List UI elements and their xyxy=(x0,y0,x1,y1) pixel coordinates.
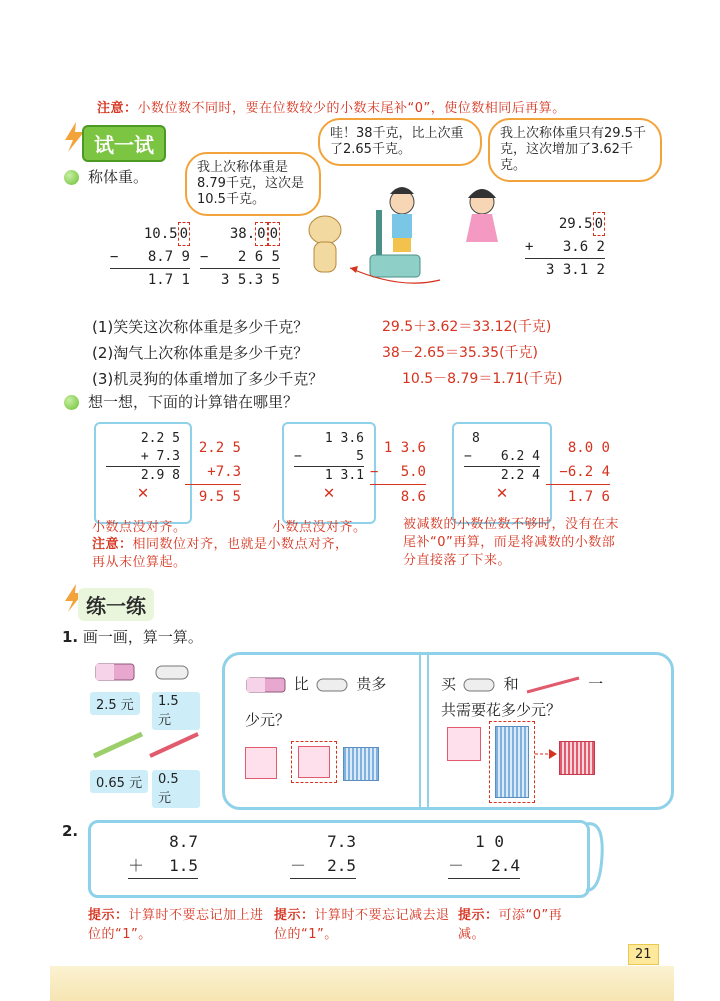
calc-weight-1: 10.5 0 − 8.7 9 1.7 1 xyxy=(110,222,190,291)
dashed-box xyxy=(489,721,535,803)
brace-decoration xyxy=(584,816,616,896)
tip-3: 提示：可添“0”再减。 xyxy=(458,908,563,942)
error-note-1: 小数点没对齐。 xyxy=(92,520,187,535)
calc1-top: 10.5 0 xyxy=(110,222,190,246)
top-note: 注意：小数位数不同时，要在位数较少的小数末尾补“0”，使位数相同后再算。 xyxy=(97,101,566,116)
tip-1: 提示：计算时不要忘记加上进位的“1”。 xyxy=(88,908,264,942)
right-calc-3: 8.0 0 −6.2 4 1.7 6 xyxy=(546,436,610,509)
bullet-dot-icon xyxy=(64,395,79,410)
calc3-top: 29.5 0 xyxy=(525,212,605,236)
footer-band xyxy=(50,966,674,1001)
page-number: 21 xyxy=(628,944,659,965)
square-model xyxy=(245,747,277,779)
error-note-2: 小数点没对齐。 xyxy=(272,520,367,535)
cross-icon: ✕ xyxy=(137,482,149,503)
error-note-3: 被减数的小数位数不够时，没有在末尾补“0”再算，而是将减数的小数部分直接落了下来。 xyxy=(403,517,620,568)
calc-weight-2: 38. 0 0 − 2 6 5 3 5.3 5 xyxy=(200,222,280,291)
price-items xyxy=(90,660,200,806)
right-calc-1: 2.2 5 +7.3 9.5 5 xyxy=(185,436,241,509)
wrong-calc-card-3: 8 − 6.2 4 2.2 4 ✕ xyxy=(452,422,552,524)
wrong-calc-card-2: 1 3.6 − 5 1 3.1 ✕ xyxy=(282,422,376,524)
bubble-girl: 我上次称体重只有29.5千克，这次增加了3.62千克。 xyxy=(488,118,662,182)
bubble-boy: 哇！38千克，比上次重了2.65千克。 xyxy=(318,118,482,166)
align-note: 注意：相同数位对齐，也就是小数点对齐，再从末位算起。 xyxy=(92,537,349,570)
question-row: (1)笑笑这次称体重是多少千克？ 29.5＋3.62＝33.12(千克) xyxy=(92,318,552,336)
cross-icon: ✕ xyxy=(323,482,335,503)
price-tag: 0.65 元 xyxy=(90,770,148,793)
question-list xyxy=(92,316,652,394)
bullet-dot-icon xyxy=(64,170,79,185)
try-title: 试一试 xyxy=(82,125,166,162)
q2-label: 2. xyxy=(62,822,79,840)
notebook-frame: 比 贵多 少元？ 买 和 一 共需要花多少元？ xyxy=(222,652,674,810)
price-tag: 1.5 元 xyxy=(152,692,200,730)
arrow-right-icon xyxy=(535,747,557,761)
item-weigh: 称体重。 xyxy=(88,168,149,186)
pencil-red-icon xyxy=(523,674,583,696)
card-right-text: 买 和 一 xyxy=(441,673,661,696)
striped-square-model xyxy=(559,741,595,775)
q2-calc-1: 8.7 ＋ 1.5 xyxy=(128,830,198,879)
square-model xyxy=(447,727,481,761)
dashed-box xyxy=(291,741,337,783)
calc2-top: 38. 0 0 xyxy=(200,222,280,246)
kids-scale-illustration xyxy=(290,180,510,300)
sharpener-icon xyxy=(152,660,192,684)
pencil-red-icon xyxy=(146,730,202,760)
striped-square-model xyxy=(343,747,379,781)
q2-calc-2: 7.3 － 2.5 xyxy=(290,830,356,879)
right-calc-2: 1 3.6 − 5.0 8.6 xyxy=(370,436,426,509)
think-title: 想一想，下面的计算错在哪里？ xyxy=(88,393,299,411)
price-tag: 0.5 元 xyxy=(152,770,200,808)
wrong-calc-card-1: 2.2 5 + 7.3 2.9 8 ✕ xyxy=(94,422,192,524)
card-left-text: 比 贵多 xyxy=(245,673,386,695)
question-row: (2)淘气上次称体重是多少千克？ 38－2.65＝35.35(千克) xyxy=(92,344,538,362)
pencil-green-icon xyxy=(90,730,146,760)
calc-weight-3: 29.5 0 + 3.6 2 3 3.1 2 xyxy=(525,212,605,281)
bubble-dog: 我上次称体重是8.79千克，这次是10.5千克。 xyxy=(185,152,321,216)
q2-calc-3: 1 0 － 2.4 xyxy=(448,830,520,879)
notebook-spine xyxy=(419,655,429,807)
sharpener-icon xyxy=(461,675,499,695)
tip-2: 提示：计算时不要忘记减去退位的“1”。 xyxy=(274,908,450,942)
q1-label: 1. 画一画，算一算。 xyxy=(62,628,203,646)
price-tag: 2.5 元 xyxy=(90,692,140,715)
sharpener-icon xyxy=(314,675,352,695)
practice-title: 练一练 xyxy=(78,588,154,621)
eraser-icon xyxy=(94,660,138,684)
eraser-icon xyxy=(245,675,289,695)
cross-icon: ✕ xyxy=(496,482,508,503)
question-row: (3)机灵狗的体重增加了多少千克？ 10.5－8.79＝1.71(千克) xyxy=(92,370,563,388)
